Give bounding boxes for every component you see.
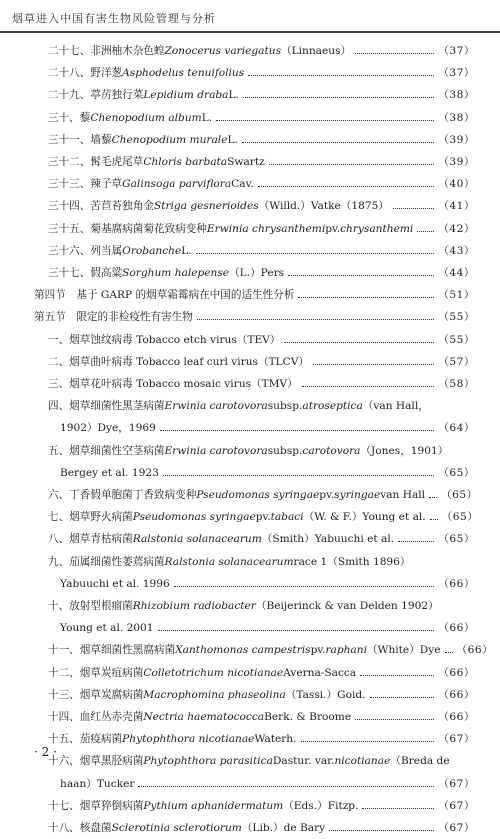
latin-name: Chloris barbata bbox=[143, 156, 228, 168]
entry-text: 第四节 基于 GARP 的烟草霜霉病在中国的适生性分析 bbox=[34, 289, 295, 302]
dot-leader bbox=[445, 651, 453, 653]
dot-leader bbox=[302, 385, 435, 387]
toc-entry[interactable] bbox=[0, 40, 500, 62]
entry-text: （W. & F.）Young et al. bbox=[303, 511, 426, 524]
toc-entry[interactable] bbox=[0, 84, 500, 106]
dot-leader bbox=[288, 274, 434, 276]
toc-entry[interactable] bbox=[0, 329, 500, 351]
dot-leader bbox=[313, 363, 434, 365]
toc-entry[interactable] bbox=[0, 62, 500, 84]
page-ref: （66） bbox=[438, 622, 475, 635]
entry-text: 二十八、野洋葱 bbox=[48, 67, 123, 80]
entry-text: Waterh. bbox=[254, 733, 297, 746]
toc-entry[interactable] bbox=[0, 195, 500, 217]
dot-leader bbox=[362, 807, 434, 809]
entry-text: 十、放射型根瘤菌 bbox=[48, 600, 133, 612]
entry-text: （Jones，1901） bbox=[360, 444, 449, 457]
page-ref: （66） bbox=[438, 688, 475, 701]
page-ref: （67） bbox=[438, 733, 475, 746]
entry-text: 三十五、菊基腐病菌菊花致病变种 bbox=[48, 222, 207, 235]
latin-name: Xanthomonas campestris bbox=[175, 644, 311, 657]
latin-name: Galinsoga parviflora bbox=[122, 178, 232, 191]
dot-leader bbox=[163, 474, 435, 476]
entry-text: 四、烟草细菌性黑茎病菌 bbox=[48, 400, 165, 413]
latin-name: Sclerotinia sclerotiorum bbox=[111, 822, 242, 834]
toc-entry[interactable] bbox=[0, 395, 500, 439]
latin-name: Lepidium draba bbox=[143, 89, 229, 102]
page-ref: （44） bbox=[438, 267, 475, 279]
entry-text: （Beijerinck & van Delden 1902） bbox=[255, 600, 439, 612]
dot-leader bbox=[243, 96, 434, 98]
entry-text: （Smith）Yabuuchi et al. bbox=[261, 533, 395, 546]
dot-leader bbox=[298, 296, 434, 298]
latin-name: Phytophthora nicotianae bbox=[122, 733, 255, 746]
entry-text: 五、烟草细菌性空茎病菌 bbox=[48, 444, 165, 457]
toc-entry[interactable] bbox=[0, 351, 500, 373]
dot-leader bbox=[174, 585, 435, 587]
dot-leader bbox=[138, 785, 434, 787]
page-ref: （58） bbox=[438, 378, 475, 390]
toc-entry[interactable] bbox=[0, 528, 500, 550]
entry-text: 三十、藜 bbox=[48, 111, 91, 124]
book-title: 烟草进入中国有害生物风险管理与分析 bbox=[12, 12, 216, 25]
page-ref: （43） bbox=[438, 244, 475, 257]
entry-text: Bergey et al. 1923 bbox=[60, 466, 159, 479]
entry-text: 一、烟草蚀纹病毒 Tobacco etch virus（TEV） bbox=[48, 333, 281, 346]
entry-text: 三十七、假高粱 bbox=[48, 267, 123, 279]
entry-text: 二、烟草曲叶病毒 Tobacco leaf curl virus（TLCV） bbox=[48, 355, 310, 368]
page-ref: （65） bbox=[441, 511, 479, 524]
page-ref: （40） bbox=[438, 178, 475, 191]
dot-leader bbox=[248, 74, 434, 76]
entry-text: Berk. & Broome bbox=[264, 711, 352, 723]
entry-text: 二十九、葶苈独行菜 bbox=[48, 89, 144, 102]
dot-leader bbox=[258, 185, 435, 187]
entry-text: （Eds.）Fitzp. bbox=[283, 799, 359, 812]
latin-name: Ralstonia solanacearum bbox=[164, 555, 294, 568]
page-ref: （51） bbox=[438, 289, 475, 302]
entry-text: Averna-Sacca bbox=[283, 666, 357, 679]
entry-text: 三、烟草花叶病毒 Tobacco mosaic virus（TMV） bbox=[48, 378, 298, 390]
page-ref: （39） bbox=[438, 156, 475, 168]
entry-text: pv. bbox=[310, 644, 326, 657]
entry-text: 十六、烟草黑胫病菌 bbox=[48, 755, 144, 768]
latin-name: Sorghum halepense bbox=[122, 267, 230, 279]
latin-name: Pythium aphanidermatum bbox=[143, 799, 284, 812]
page-ref: （66） bbox=[456, 644, 494, 657]
page-ref: （42） bbox=[438, 222, 475, 235]
entry-text: 三十二、髯毛虎尾草 bbox=[48, 156, 144, 168]
dot-leader bbox=[196, 252, 435, 254]
entry-text: 十五、茄疫病菌 bbox=[48, 733, 123, 746]
toc-entry[interactable] bbox=[0, 684, 500, 706]
latin-name: nicotianae bbox=[334, 755, 391, 768]
entry-text: 三十六、列当属 bbox=[48, 244, 123, 257]
toc-entry[interactable] bbox=[0, 373, 500, 395]
toc-entry[interactable] bbox=[0, 440, 500, 484]
toc-entry[interactable] bbox=[0, 173, 500, 195]
page-ref: （66） bbox=[438, 711, 475, 723]
toc-entry[interactable] bbox=[0, 728, 500, 750]
entry-text: （Linnaeus） bbox=[281, 45, 352, 57]
entry-text: 第五节 限定的非检疫性有害生物 bbox=[34, 311, 193, 324]
page-ref: （38） bbox=[438, 111, 475, 124]
latin-name: Rhizobium radiobacter bbox=[132, 600, 256, 612]
dot-leader bbox=[355, 718, 434, 720]
entry-text: Yabuuchi et al. 1996 bbox=[60, 577, 170, 590]
dot-leader bbox=[158, 629, 435, 631]
entry-text: 十二、烟草炭疽病菌 bbox=[48, 666, 144, 679]
latin-name: atroseptica bbox=[302, 400, 363, 413]
dot-leader bbox=[216, 119, 434, 121]
page-ref: （65） bbox=[438, 533, 475, 546]
entry-text: pv. bbox=[255, 511, 271, 524]
entry-text: 九、茄属细菌性萎蔫病菌 bbox=[48, 555, 165, 568]
latin-name: Asphodelus tenuifolius bbox=[122, 67, 245, 80]
toc-entry[interactable] bbox=[0, 240, 500, 262]
dot-leader bbox=[269, 163, 435, 165]
entry-text: 二十七、非洲柚木杂色蝗 bbox=[48, 45, 165, 57]
page-ref: （55） bbox=[438, 333, 475, 346]
toc-entry[interactable] bbox=[0, 595, 500, 639]
toc-entry[interactable] bbox=[0, 129, 500, 151]
entry-text: 十七、烟草猝倒病菌 bbox=[48, 799, 144, 812]
page-ref: （37） bbox=[438, 45, 475, 57]
dot-leader bbox=[393, 207, 434, 209]
toc-entry[interactable] bbox=[0, 262, 500, 284]
dot-leader bbox=[430, 518, 438, 520]
latin-name: Phytophthora parasitica bbox=[143, 755, 273, 768]
entry-text: subsp. bbox=[267, 400, 303, 413]
page-ref: （39） bbox=[438, 133, 475, 146]
latin-name: carotovora bbox=[302, 444, 361, 457]
toc-entry[interactable] bbox=[0, 107, 500, 129]
page-ref: （66） bbox=[438, 666, 475, 679]
page-ref: （38） bbox=[438, 89, 475, 102]
page-ref: （37） bbox=[438, 67, 475, 80]
toc-entry[interactable] bbox=[0, 817, 500, 839]
page-ref: （64） bbox=[438, 422, 475, 435]
entry-text: Dastur. var. bbox=[272, 755, 335, 768]
toc-entry[interactable] bbox=[0, 795, 500, 817]
entry-text: 八、烟草青枯病菌 bbox=[48, 533, 133, 546]
entry-text: pv. bbox=[319, 489, 335, 501]
dot-leader bbox=[329, 829, 434, 831]
entry-text: race 1（Smith 1896） bbox=[293, 555, 411, 568]
entry-text: subsp. bbox=[267, 444, 303, 457]
toc-section[interactable] bbox=[0, 306, 500, 328]
entry-text: 十四、血红丛赤壳菌 bbox=[48, 711, 144, 723]
toc-entry[interactable] bbox=[0, 662, 500, 684]
entry-text: L. bbox=[228, 89, 239, 102]
entry-text: （van Hall， bbox=[362, 400, 429, 413]
header-rule bbox=[0, 31, 500, 33]
latin-name: Zonocerus variegatus bbox=[164, 45, 282, 57]
latin-name: Pseudomonas syringae bbox=[196, 489, 320, 501]
dot-leader bbox=[160, 429, 434, 431]
page-ref: （67） bbox=[438, 799, 475, 812]
page-ref: （65） bbox=[441, 489, 478, 501]
entry-text: 三十四、苦苣苔独角金 bbox=[48, 200, 154, 213]
dot-leader bbox=[398, 540, 434, 542]
page-ref: （55） bbox=[438, 311, 475, 324]
dot-leader bbox=[370, 696, 435, 698]
page-ref: （65） bbox=[438, 466, 475, 479]
latin-name: Erwinia carotovora bbox=[164, 400, 268, 413]
dot-leader bbox=[197, 318, 434, 320]
toc-entry[interactable] bbox=[0, 706, 500, 728]
dot-leader bbox=[417, 230, 434, 232]
entry-text: （L.）Pers bbox=[229, 267, 285, 279]
entry-text: Swartz bbox=[227, 156, 265, 168]
toc-entry[interactable] bbox=[0, 218, 500, 240]
latin-name: tabaci bbox=[270, 511, 304, 524]
latin-name: Erwinia carotovora bbox=[164, 444, 268, 457]
entry-text: Young et al. 2001 bbox=[60, 622, 154, 635]
page-number: · 2 · bbox=[34, 745, 57, 759]
dot-leader bbox=[429, 496, 437, 498]
dot-leader bbox=[284, 341, 434, 343]
entry-text: （Willd.）Vatke（1875） bbox=[258, 200, 389, 213]
dot-leader bbox=[242, 141, 434, 143]
page-ref: （57） bbox=[438, 355, 475, 368]
latin-name: Orobanche bbox=[122, 244, 182, 257]
page-ref: （66） bbox=[438, 577, 475, 590]
entry-text: 十八、核盘菌 bbox=[48, 822, 112, 834]
toc-section[interactable] bbox=[0, 284, 500, 306]
latin-name: Striga gesnerioides bbox=[153, 200, 259, 213]
dot-leader bbox=[355, 52, 434, 54]
toc-entry[interactable] bbox=[0, 484, 500, 506]
latin-name: Ralstonia solanacearum bbox=[132, 533, 262, 546]
dot-leader bbox=[360, 674, 434, 676]
latin-name: syringae bbox=[334, 489, 381, 501]
entry-text: 三十一、墙藜 bbox=[48, 133, 112, 146]
page-ref: （67） bbox=[438, 822, 475, 834]
entry-text: L. bbox=[201, 111, 213, 124]
entry-text: L. bbox=[227, 133, 238, 146]
entry-text: （Tassi.）Goid. bbox=[285, 688, 366, 701]
toc-entry[interactable] bbox=[0, 639, 500, 661]
toc-entry[interactable] bbox=[0, 151, 500, 173]
entry-text: 三十三、辣子草 bbox=[48, 178, 123, 191]
entry-text: haan）Tucker bbox=[60, 777, 135, 790]
entry-text: 十三、烟草炭腐病菌 bbox=[48, 688, 144, 701]
entry-text: pv. bbox=[325, 222, 341, 235]
latin-name: Chenopodium murale bbox=[111, 133, 228, 146]
entry-text: 1902）Dye，1969 bbox=[60, 422, 156, 435]
toc-entry[interactable] bbox=[0, 506, 500, 528]
entry-text: van Hall bbox=[380, 489, 426, 501]
page-ref: （67） bbox=[438, 777, 475, 790]
entry-text: （Breda de bbox=[390, 755, 450, 768]
latin-name: Chenopodium album bbox=[90, 111, 202, 124]
entry-text: 六、丁香假单胞菌丁香致病变种 bbox=[48, 489, 197, 501]
entry-text: （White）Dye bbox=[366, 644, 441, 657]
entry-text: 十一、烟草细菌性黑腐病菌 bbox=[48, 644, 176, 657]
entry-text: 七、烟草野火病菌 bbox=[48, 511, 133, 524]
latin-name: Pseudomonas syringae bbox=[132, 511, 256, 524]
latin-name: Colletotrichum nicotianae bbox=[143, 666, 284, 679]
dot-leader bbox=[301, 740, 435, 742]
latin-name: chrysanthemi bbox=[340, 222, 414, 235]
page-ref: （41） bbox=[438, 200, 475, 213]
toc-entry[interactable] bbox=[0, 551, 500, 595]
entry-text: L. bbox=[181, 244, 192, 257]
entry-text: Cav. bbox=[231, 178, 254, 191]
latin-name: raphani bbox=[325, 644, 367, 657]
running-header bbox=[0, 0, 500, 34]
latin-name: Macrophomina phaseolina bbox=[143, 688, 286, 701]
latin-name: Erwinia chrysanthemi bbox=[206, 222, 326, 235]
latin-name: Nectria haematococca bbox=[143, 711, 265, 723]
entry-text: （Lib.）de Bary bbox=[241, 822, 326, 834]
